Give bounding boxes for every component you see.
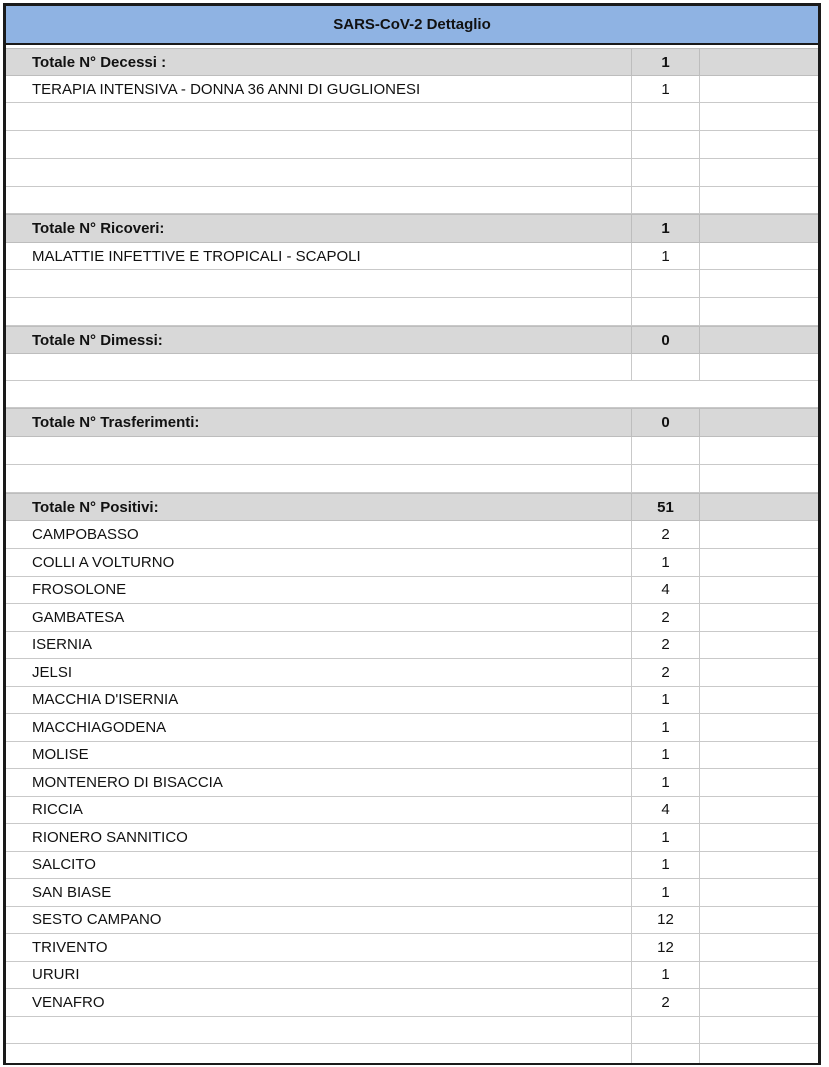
section-total: 1	[631, 49, 700, 75]
empty-row	[6, 1016, 818, 1044]
row-value: 1	[631, 879, 700, 906]
table-row	[6, 714, 818, 742]
row-name: SALCITO	[32, 856, 96, 873]
row-value: 2	[631, 631, 700, 658]
section-header-trasferimenti	[6, 408, 818, 437]
row-name: MACCHIAGODENA	[32, 719, 167, 736]
section-label: Totale N° Dimessi:	[32, 331, 163, 349]
row-name: MOLISE	[32, 746, 89, 763]
table-row	[6, 796, 818, 824]
empty-row	[6, 1044, 818, 1065]
section-header-dimessi	[6, 326, 818, 354]
row-value: 1	[631, 76, 700, 102]
row-value: 4	[631, 796, 700, 823]
empty-row	[6, 465, 818, 493]
row-value: 1	[631, 686, 700, 713]
section-label: Totale N° Decessi :	[32, 53, 167, 71]
spreadsheet-table	[3, 3, 821, 1065]
row-name: VENAFRO	[32, 994, 105, 1011]
sheet-title-text: SARS-CoV-2 Dettaglio	[333, 16, 491, 33]
row-name: CAMPOBASSO	[32, 526, 139, 543]
row-value: 4	[631, 576, 700, 603]
table-row	[6, 604, 818, 632]
row-name: JELSI	[32, 664, 73, 681]
table-row	[6, 741, 818, 769]
section-total: 51	[631, 494, 700, 520]
section-header-decessi	[6, 48, 818, 76]
table-row	[6, 961, 818, 989]
empty-row	[6, 159, 818, 187]
table-row	[6, 934, 818, 962]
section-label: Totale N° Ricoveri:	[32, 220, 165, 237]
table-row	[6, 824, 818, 852]
row-name: SAN BIASE	[32, 884, 112, 901]
empty-row	[6, 381, 818, 408]
section-total: 1	[631, 215, 700, 242]
sheet-title	[6, 6, 818, 45]
row-value: 1	[631, 824, 700, 851]
empty-row	[6, 187, 818, 214]
row-value: 1	[631, 714, 700, 741]
table-row	[6, 76, 818, 103]
table-row	[6, 576, 818, 604]
table-row	[6, 243, 818, 270]
empty-row	[6, 437, 818, 465]
row-name: RIONERO SANNITICO	[32, 829, 188, 846]
row-name: ISERNIA	[32, 636, 93, 653]
table-row	[6, 851, 818, 879]
row-name: FROSOLONE	[32, 581, 127, 598]
section-header-positivi	[6, 493, 818, 521]
row-value: 1	[631, 741, 700, 768]
row-name: SESTO CAMPANO	[32, 911, 162, 928]
row-name: MONTENERO DI BISACCIA	[32, 774, 223, 791]
section-total: 0	[631, 327, 700, 353]
empty-row	[6, 103, 818, 131]
row-value: 1	[631, 851, 700, 878]
row-name: COLLI A VOLTURNO	[32, 554, 175, 571]
row-value: 1	[631, 243, 700, 269]
row-value: 12	[631, 906, 700, 933]
empty-row	[6, 354, 818, 381]
row-name: TRIVENTO	[32, 939, 108, 956]
table-row	[6, 521, 818, 549]
row-name: MACCHIA D'ISERNIA	[32, 691, 179, 708]
row-value: 1	[631, 769, 700, 796]
row-name: MALATTIE INFETTIVE E TROPICALI - SCAPOLI	[32, 247, 361, 265]
section-label: Totale N° Trasferimenti:	[32, 414, 200, 431]
row-value: 1	[631, 961, 700, 988]
row-value: 2	[631, 989, 700, 1016]
section-header-ricoveri	[6, 214, 818, 243]
row-value: 1	[631, 549, 700, 576]
empty-row	[6, 270, 818, 298]
section-label: Totale N° Positivi:	[32, 498, 159, 516]
table-row	[6, 906, 818, 934]
empty-row	[6, 298, 818, 326]
table-row	[6, 769, 818, 797]
row-name: RICCIA	[32, 801, 83, 818]
row-value: 12	[631, 934, 700, 961]
table-row	[6, 879, 818, 907]
table-row	[6, 686, 818, 714]
table-row	[6, 631, 818, 659]
section-total: 0	[631, 409, 700, 436]
row-name: TERAPIA INTENSIVA - DONNA 36 ANNI DI GUGLIONESI	[32, 80, 421, 98]
row-name: URURI	[32, 966, 80, 983]
row-value: 2	[631, 604, 700, 631]
table-row	[6, 659, 818, 687]
table-row	[6, 989, 818, 1017]
row-name: GAMBATESA	[32, 609, 125, 626]
empty-row	[6, 131, 818, 159]
row-value: 2	[631, 659, 700, 686]
table-row	[6, 549, 818, 577]
row-value: 2	[631, 521, 700, 548]
